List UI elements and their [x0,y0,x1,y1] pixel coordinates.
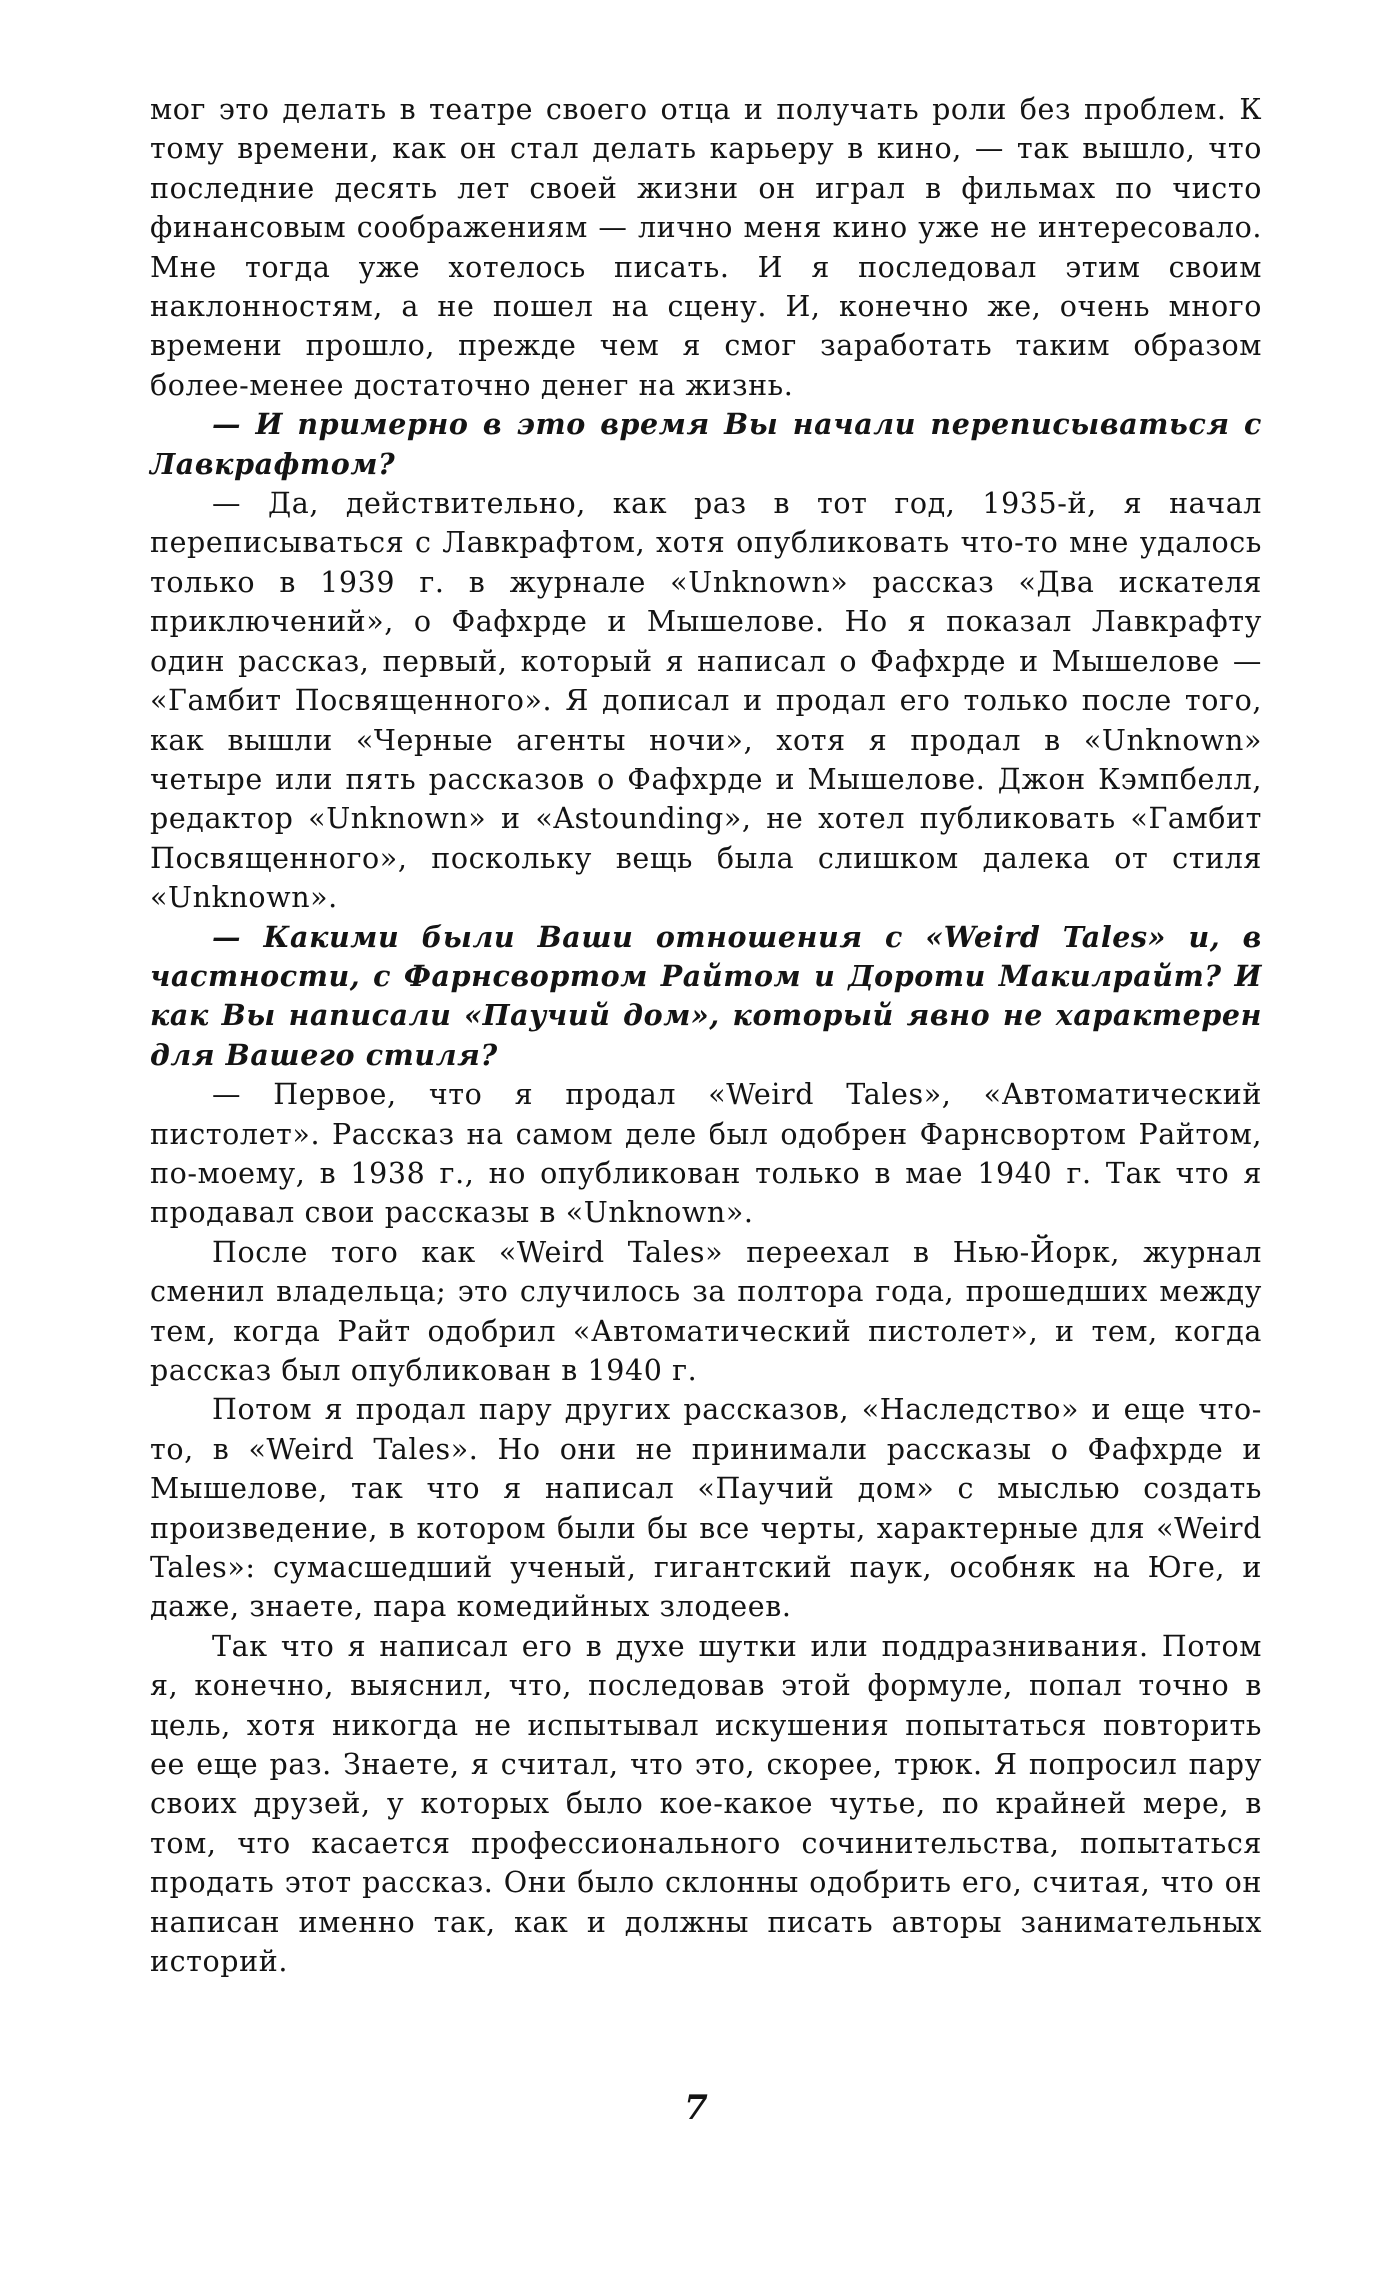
paragraph-4: После того как «Weird Tales» переехал в Нью-Йорк, журнал сменил владельца; это случилось за полтора года, прошедших между тем, когда Райт одобрил «Автоматический пистолет», и тем, когда рассказ был опубликован в 1940 г. [150,1235,1262,1387]
interview-question-2: — Какими были Ваши отношения с «Weird Tales» и, в частности, с Фарнсвортом Райтом и Дороти Макилрайт? И как Вы написали «Паучий дом», который явно не характерен для Вашего стиля? [150,919,1262,1072]
interview-question-1: — И примерно в это время Вы начали переписываться с Лавкрафтом? [150,407,1262,481]
paragraph-3: — Первое, что я продал «Weird Tales», «Автоматический пистолет». Рассказ на самом деле был одобрен Фарнсвортом Райтом, по-моему, в 1938 г., но опубликован только в мае 1940 г. Так что я продавал свои рассказы в «Unknown». [150,1078,1262,1230]
paragraph-2: — Да, действительно, как раз в тот год, 1935-й, я начал переписываться с Лавкрафтом, хотя опубликовать что-то мне удалось только в 1939 г. в журнале «Unknown» рассказ «Два искателя приключений», о Фафхрде и Мышелове. Но я показал Лавкрафту один рассказ, первый, который я написал о Фафхрде и Мышелове — «Гамбит Посвященного». Я дописал и продал его только после того, как вышли «Черные агенты ночи», хотя я продал в «Unknown» четыре или пять рассказов о Фафхрде и Мышелове. Джон Кэмпбелл, редактор «Unknown» и «Astounding», не хотел публиковать «Гамбит Посвященного», поскольку вещь была слишком далека от стиля «Unknown». [150,487,1262,915]
paragraph-6: Так что я написал его в духе шутки или поддразнивания. Потом я, конечно, выяснил, что, последовав этой формуле, попал точно в цель, хотя никогда не испытывал искушения попытаться повторить ее еще раз. Знаете, я считал, что это, скорее, трюк. Я попросил пару своих друзей, у которых было кое-какое чутье, по крайней мере, в том, что касается профессионального сочинительства, попытаться продать этот рассказ. Они было склонны одобрить его, считая, что он написан именно так, как и должны писать авторы занимательных историй. [150,1629,1262,1979]
page-number: 7 [684,2088,708,2128]
paragraph-1: мог это делать в театре своего отца и получать роли без проблем. К тому времени, как он стал делать карьеру в кино, — так вышло, что последние десять лет своей жизни он играл в фильмах по чисто финансовым соображениям — лично меня кино уже не интересовало. Мне тогда уже хотелось писать. И я последовал этим своим наклонностям, а не пошел на сцену. И, конечно же, очень много времени прошло, прежде чем я смог заработать таким образом более-менее достаточно денег на жизнь. [150,93,1262,402]
page-body [150,90,1262,1982]
paragraph-5: Потом я продал пару других рассказов, «Наследство» и еще что-то, в «Weird Tales». Но они не принимали рассказы о Фафхрде и Мышелове, так что я написал «Паучий дом» с мыслью создать произведение, в котором были бы все черты, характерные для «Weird Tales»: сумасшедший ученый, гигантский паук, особняк на Юге, и даже, знаете, пара комедийных злодеев. [150,1393,1262,1624]
